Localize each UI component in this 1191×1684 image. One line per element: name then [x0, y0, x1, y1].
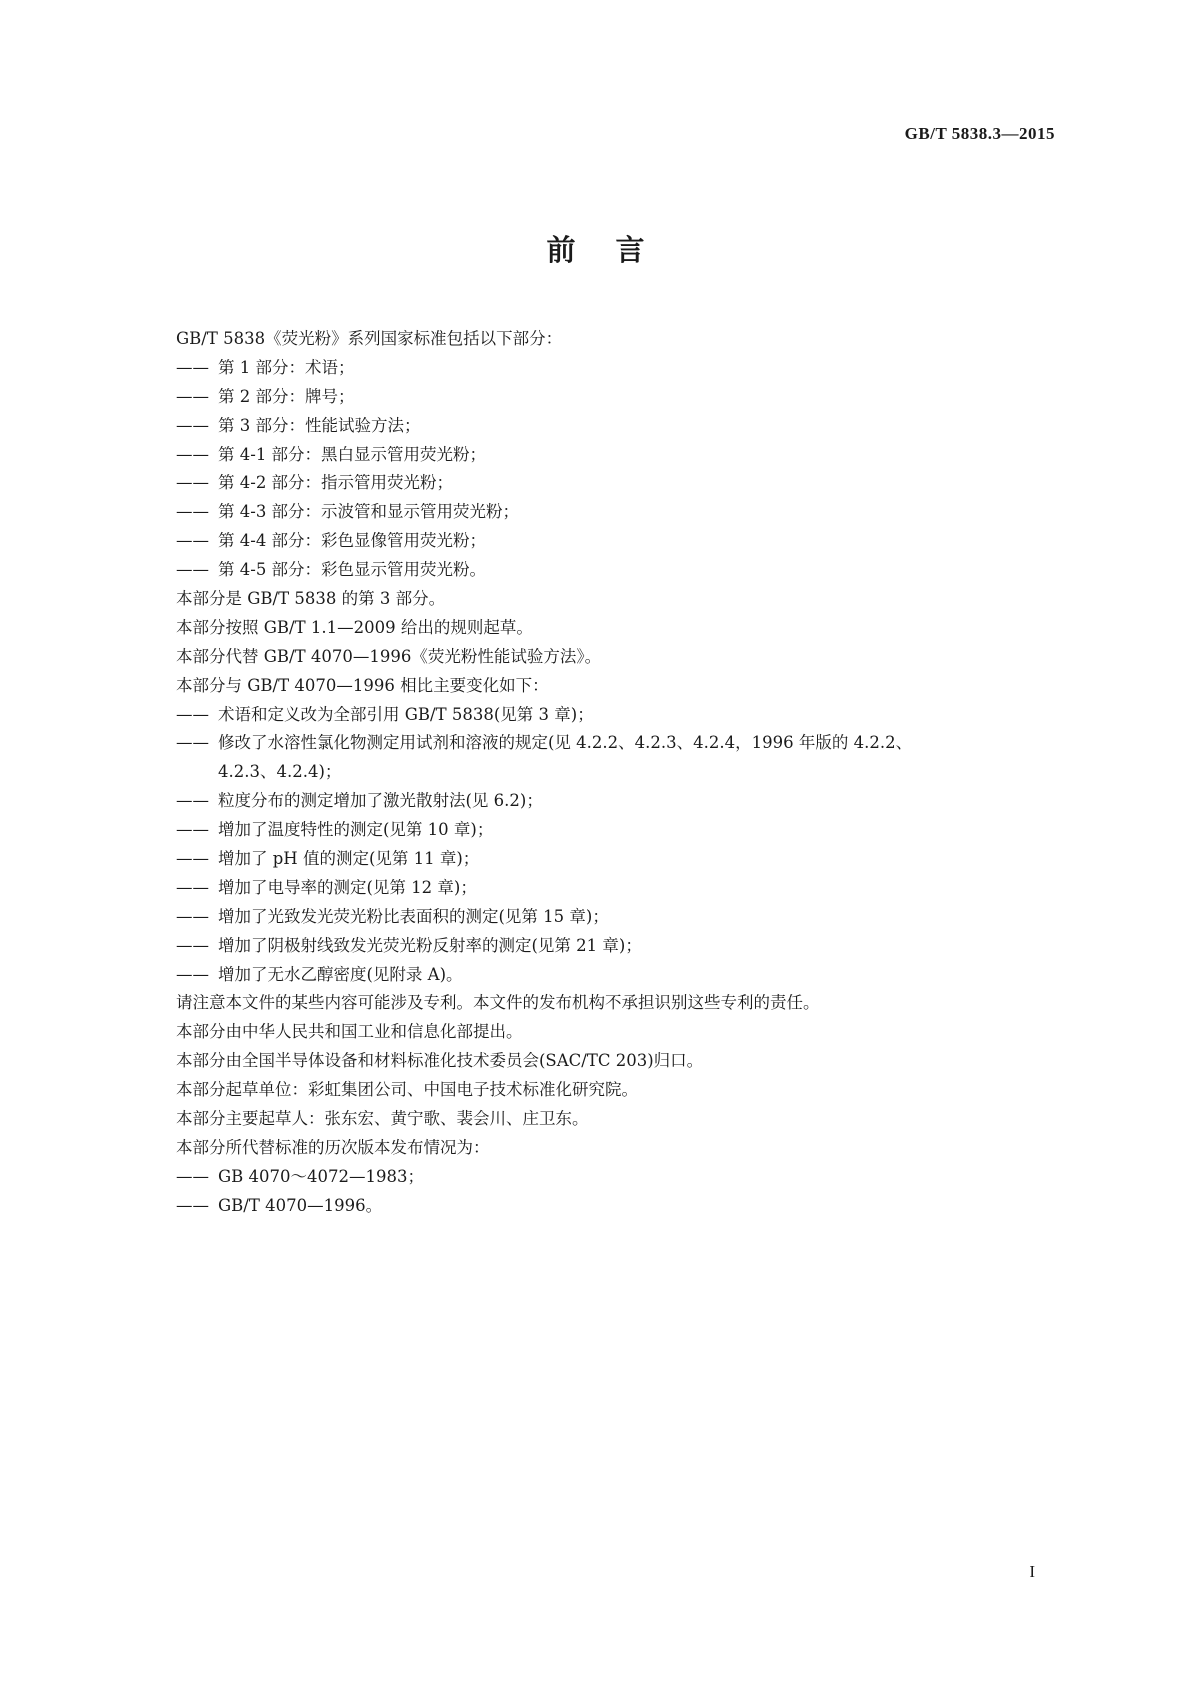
paragraph-drafters: 本部分主要起草人：张东宏、黄宁歌、裴会川、庄卫东。	[176, 1109, 589, 1129]
list-item-text: 修改了水溶性氯化物测定用试剂和溶液的规定(见 4.2.2、4.2.3、4.2.4，1996 年版的 4.2.2、	[218, 733, 913, 753]
paragraph-centralized: 本部分由全国半导体设备和材料标准化技术委员会(SAC/TC 203)归口。	[176, 1051, 704, 1071]
list-item-change	[176, 701, 1076, 730]
dash-mark: ——	[176, 473, 209, 493]
list-item-text: 增加了 pH 值的测定(见第 11 章)；	[218, 849, 480, 869]
list-item-change	[176, 787, 1076, 816]
page-title: 前言	[546, 233, 685, 267]
list-item-change	[176, 932, 1076, 961]
list-item-change	[176, 729, 1076, 758]
list-item-text: GB/T 4070—1996。	[218, 1195, 383, 1215]
list-item-text: 第 4-2 部分：指示管用荧光粉；	[218, 473, 454, 493]
list-item-text: 增加了电导率的测定(见第 12 章)；	[218, 877, 477, 897]
list-item-change	[176, 961, 1076, 990]
list-item-part	[176, 441, 1076, 470]
dash-mark: ——	[176, 791, 209, 811]
dash-mark: ——	[176, 820, 209, 840]
list-item-part	[176, 412, 1076, 441]
list-item-text: 增加了阴极射线致发光荧光粉反射率的测定(见第 21 章)；	[218, 935, 642, 955]
list-item-history	[176, 1192, 1076, 1221]
list-item-part	[176, 556, 1076, 585]
paragraph-history-intro: 本部分所代替标准的历次版本发布情况为：	[176, 1137, 490, 1157]
dash-mark: ——	[176, 1195, 209, 1215]
paragraph-changes-intro: 本部分与 GB/T 4070—1996 相比主要变化如下：	[176, 675, 549, 695]
list-item-history	[176, 1163, 1076, 1192]
list-item-text: 粒度分布的测定增加了激光散射法(见 6.2)；	[218, 791, 543, 811]
list-item-part	[176, 354, 1076, 383]
list-item-text: 第 2 部分：牌号；	[218, 386, 355, 406]
page-number: I	[1029, 1562, 1035, 1581]
list-item-text: 第 4-3 部分：示波管和显示管用荧光粉；	[218, 502, 520, 522]
paragraph-drafted: 本部分按照 GB/T 1.1—2009 给出的规则起草。	[176, 617, 533, 637]
dash-mark: ——	[176, 1166, 209, 1186]
list-item-text: 第 1 部分：术语；	[218, 357, 355, 377]
document-body	[176, 325, 1076, 1221]
dash-mark: ——	[176, 849, 209, 869]
dash-mark: ——	[176, 935, 209, 955]
list-item-text: 增加了温度特性的测定(见第 10 章)；	[218, 820, 494, 840]
list-item-text: 增加了无水乙醇密度(见附录 A)。	[218, 964, 463, 984]
standard-number: GB/T 5838.3—2015	[904, 124, 1055, 143]
dash-mark: ——	[176, 444, 209, 464]
paragraph-part-of: 本部分是 GB/T 5838 的第 3 部分。	[176, 589, 446, 609]
list-item-text: 术语和定义改为全部引用 GB/T 5838(见第 3 章)；	[218, 704, 594, 724]
paragraph-patent: 请注意本文件的某些内容可能涉及专利。本文件的发布机构不承担识别这些专利的责任。	[176, 993, 820, 1013]
list-item-text: 第 3 部分：性能试验方法；	[218, 415, 421, 435]
dash-mark: ——	[176, 560, 209, 580]
list-item-text: 第 4-4 部分：彩色显像管用荧光粉；	[218, 531, 487, 551]
list-item-text: 第 4-1 部分：黑白显示管用荧光粉；	[218, 444, 487, 464]
paragraph-drafting-units: 本部分起草单位：彩虹集团公司、中国电子技术标准化研究院。	[176, 1080, 638, 1100]
list-item-change	[176, 903, 1076, 932]
dash-mark: ——	[176, 704, 209, 724]
list-item-text: 第 4-5 部分：彩色显示管用荧光粉。	[218, 560, 487, 580]
dash-mark: ——	[176, 502, 209, 522]
dash-mark: ——	[176, 906, 209, 926]
list-item-change	[176, 816, 1076, 845]
list-item-part	[176, 498, 1076, 527]
dash-mark: ——	[176, 531, 209, 551]
list-item-text: GB 4070～4072—1983；	[218, 1166, 425, 1186]
dash-mark: ——	[176, 386, 209, 406]
dash-mark: ——	[176, 877, 209, 897]
paragraph-intro: GB/T 5838《荧光粉》系列国家标准包括以下部分：	[176, 329, 563, 348]
dash-mark: ——	[176, 733, 209, 753]
list-item-part	[176, 527, 1076, 556]
list-item-continuation: 4.2.3、4.2.4)；	[218, 762, 342, 782]
dash-mark: ——	[176, 415, 209, 435]
paragraph-proposed: 本部分由中华人民共和国工业和信息化部提出。	[176, 1022, 523, 1042]
list-item-part	[176, 469, 1076, 498]
paragraph-replaces: 本部分代替 GB/T 4070—1996《荧光粉性能试验方法》。	[176, 646, 602, 666]
list-item-text: 增加了光致发光荧光粉比表面积的测定(见第 15 章)；	[218, 906, 609, 926]
dash-mark: ——	[176, 357, 209, 377]
dash-mark: ——	[176, 964, 209, 984]
list-item-change	[176, 845, 1076, 874]
list-item-change	[176, 874, 1076, 903]
list-item-part	[176, 383, 1076, 412]
